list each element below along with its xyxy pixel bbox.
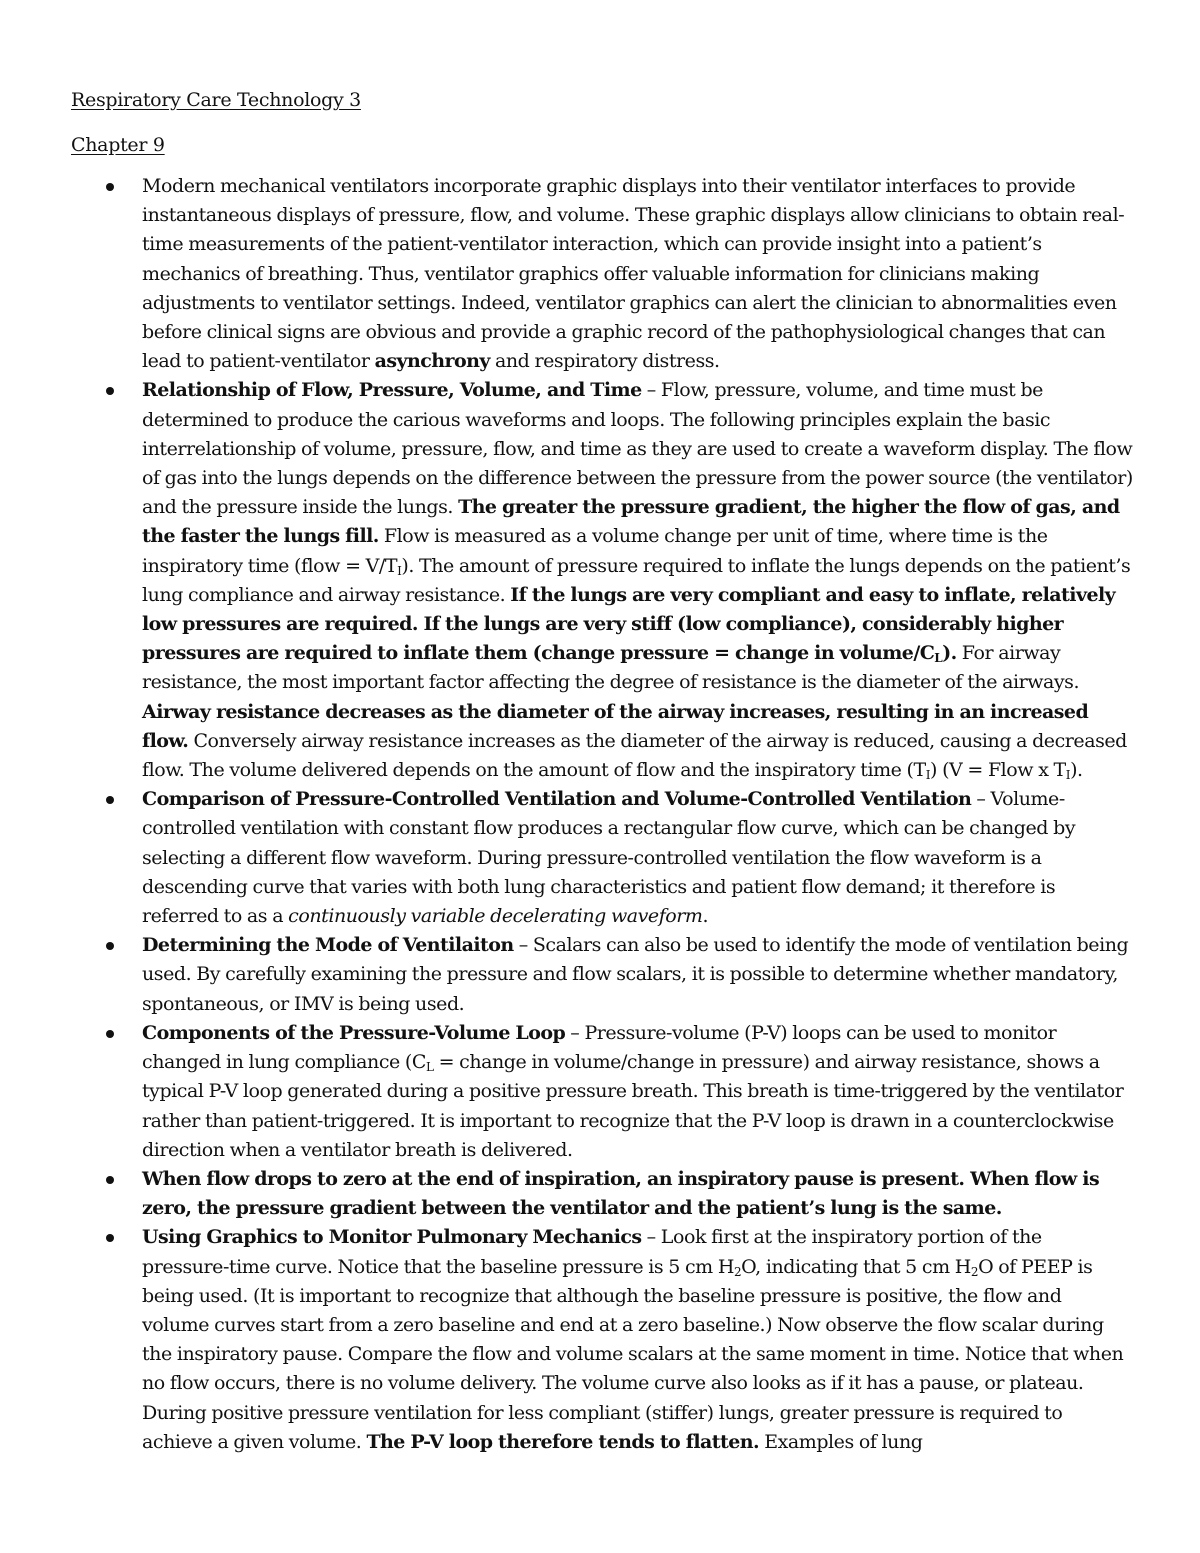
body-text: – Pressure-volume (P-V) loops can be used to monitor changed in lung compliance (C bbox=[142, 1021, 1057, 1074]
bold-statement: When flow drops to zero at the end of inspiration, an inspiratory pause is present. When flow is zero, the pressure gradient between the ventilator and the patient’s lung is the same. bbox=[142, 1167, 1100, 1220]
bullet-mode-of-ventilation bbox=[71, 931, 1133, 1019]
bullet-inspiratory-pause bbox=[71, 1165, 1133, 1223]
bullet-dot-icon bbox=[106, 942, 114, 950]
bold-statement: ). bbox=[942, 642, 957, 665]
intro-bold-term: asynchrony bbox=[374, 350, 490, 373]
body-text: – Volume-controlled ventilation with constant flow produces a rectangular flow curve, which can be changed by selecting a different flow waveform. During pressure-controlled ventilation the flow waveform is a descending curve that varies with both lung characteristics and patient flow demand; it therefore is referred to as a bbox=[142, 788, 1076, 928]
body-text: – Flow, pressure, volume, and time must be determined to produce the carious waveforms and loops. The following principles explain the basic interrelationship of volume, pressure, flow, and time as they are used to create a waveform display. The flow of gas into the lungs depends on the difference between the pressure from the power source (the ventilator) and the pressure inside the lungs. bbox=[142, 379, 1133, 519]
bold-statement: If the lungs are very compliant and easy to inflate, relatively low pressures are required. If the lungs are very stiff (low compliance), considerably higher pressures are required to inflate them (change pressure = change in volume/C bbox=[142, 583, 1116, 665]
bullet-intro bbox=[71, 172, 1133, 376]
subscript: L bbox=[425, 1060, 434, 1075]
bold-statement: The P-V loop therefore tends to flatten. bbox=[366, 1430, 760, 1453]
body-text: O, indicating that 5 cm H bbox=[741, 1255, 971, 1278]
bullet-list bbox=[71, 172, 1133, 1457]
document-page bbox=[71, 86, 1133, 1457]
bullet-heading: Comparison of Pressure-Controlled Ventilation and Volume-Controlled Ventilation bbox=[142, 788, 972, 811]
body-text: . bbox=[702, 905, 709, 928]
bullet-heading: Determining the Mode of Ventilaiton bbox=[142, 934, 514, 957]
subscript: 2 bbox=[733, 1264, 742, 1279]
bullet-flow-pressure-volume-time bbox=[71, 376, 1133, 785]
bold-statement: Airway resistance decreases as the diameter of the airway increases, resulting in an increased flow. bbox=[142, 700, 1089, 752]
bullet-dot-icon bbox=[106, 183, 114, 191]
bullet-heading: Components of the Pressure-Volume Loop bbox=[142, 1021, 566, 1044]
bullet-dot-icon bbox=[106, 1176, 114, 1184]
intro-text: Modern mechanical ventilators incorporate graphic displays into their ventilator interfaces to provide instantaneous displays of pressure, flow, and volume. These graphic displays allow clinicians to obtain real-time measurements of the patient-ventilator interaction, which can provide insight into a patient’s mechanics of breathing. Thus, ventilator graphics offer valuable information for clinicians making adjustments to ventilator settings. Indeed, ventilator graphics can alert the clinician to abnormalities even before clinical signs are obvious and provide a graphic record of the pathophysiological changes that can lead to patient-ventilator bbox=[142, 175, 1125, 373]
body-text: – Scalars can also be used to identify the mode of ventilation being used. By carefully examining the pressure and flow scalars, it is possible to determine whether mandatory, spontaneous, or IMV is being used. bbox=[142, 934, 1129, 1015]
body-text: ) (V = Flow x T bbox=[930, 759, 1066, 782]
bullet-pv-loop bbox=[71, 1019, 1133, 1165]
body-text: For airway resistance, the most important factor affecting the degree of resistance is the diameter of the airways. bbox=[142, 642, 1080, 694]
intro-text-end: and respiratory distress. bbox=[489, 350, 720, 373]
bullet-heading: Relationship of Flow, Pressure, Volume, and Time bbox=[142, 379, 642, 402]
body-text: ). bbox=[1070, 759, 1083, 782]
bullet-dot-icon bbox=[106, 796, 114, 804]
body-text: – Look first at the inspiratory portion of the pressure-time curve. Notice that the baseline pressure is 5 cm H bbox=[142, 1226, 1042, 1278]
body-text: Conversely airway resistance increases as the diameter of the airway is reduced, causing a decreased flow. The volume delivered depends on the amount of flow and the inspiratory time (T bbox=[142, 729, 1127, 782]
subscript: I bbox=[1065, 768, 1071, 783]
subscript: L bbox=[934, 651, 943, 666]
body-text: = change in volume/change in pressure) and airway resistance, shows a typical P-V loop generated during a positive pressure breath. This breath is time-triggered by the ventilator rather than patient-triggered. It is important to recognize that the P-V loop is drawn in a counterclockwise direction when a ventilator breath is delivered. bbox=[142, 1051, 1124, 1161]
body-text: Examples of lung bbox=[759, 1430, 923, 1453]
subscript: I bbox=[397, 563, 402, 578]
body-text: O of PEEP is being used. (It is important to recognize that although the baseline pressure is positive, the flow and volume curves start from a zero baseline and end at a zero baseline.) Now observe the flow scalar during the inspiratory pause. Compare the flow and volume scalars at the same moment in time. Notice that when no flow occurs, there is no volume delivery. The volume curve also looks as if it has a pause, or plateau. During positive pressure ventilation for less compliant (stiffer) lungs, greater pressure is required to achieve a given volume. bbox=[142, 1255, 1124, 1453]
subscript: 2 bbox=[970, 1264, 979, 1279]
subscript: I bbox=[925, 768, 931, 783]
bullet-dot-icon bbox=[106, 1234, 114, 1242]
body-text: ). The amount of pressure required to inflate the lungs depends on the patient’s lung compliance and airway resistance. bbox=[142, 554, 1131, 606]
bullet-dot-icon bbox=[106, 387, 114, 395]
body-text: Flow is measured as a volume change per unit of time, where time is the inspiratory time (flow = V/T bbox=[142, 525, 1048, 577]
italic-term: continuously variable decelerating waveform bbox=[288, 905, 703, 928]
bullet-heading: Using Graphics to Monitor Pulmonary Mechanics bbox=[142, 1226, 642, 1249]
bullet-dot-icon bbox=[106, 1030, 114, 1038]
bullet-pcv-vs-vcv bbox=[71, 785, 1133, 931]
bullet-pulmonary-mechanics bbox=[71, 1223, 1133, 1457]
chapter-title: Chapter 9 bbox=[71, 134, 165, 156]
bold-statement: The greater the pressure gradient, the higher the flow of gas, and the faster the lungs fill. bbox=[142, 496, 1120, 548]
document-title: Respiratory Care Technology 3 bbox=[71, 89, 361, 111]
